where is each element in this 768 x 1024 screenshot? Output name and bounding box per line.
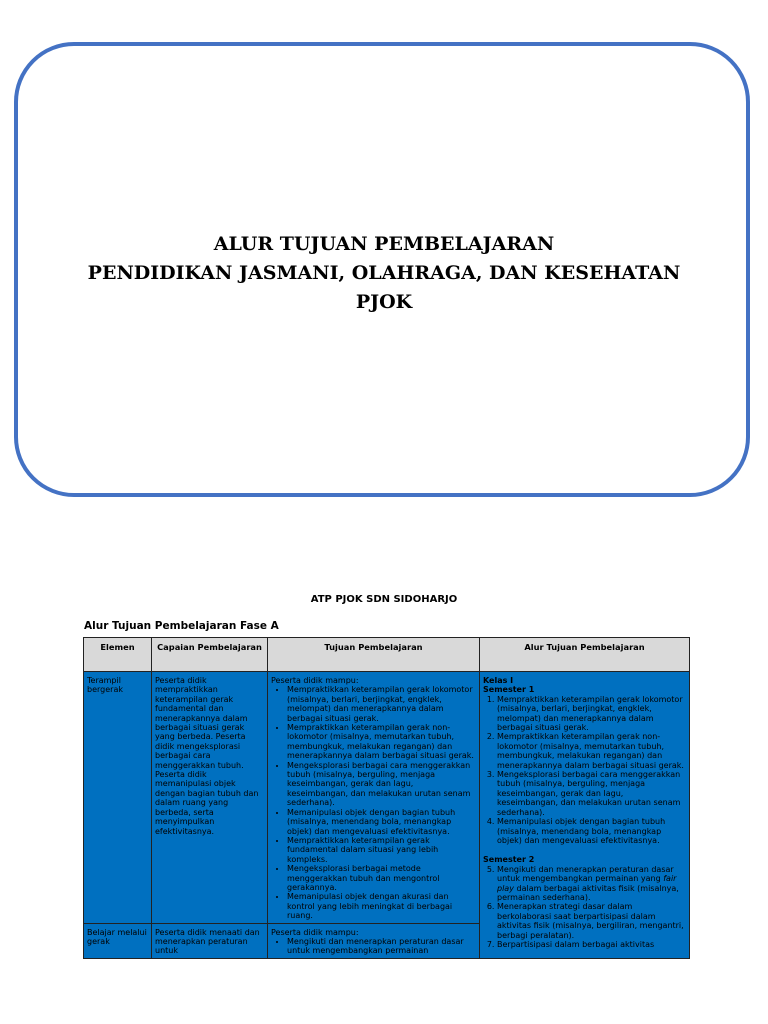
- cover-title-line-1: ALUR TUJUAN PEMBELAJARAN: [213, 233, 555, 255]
- tujuan-intro: Peserta didik mampu:: [271, 927, 359, 937]
- list-item: • Memanipulasi objek dengan akurasi dan kontrol yang lebih meningkat di berbagai ruang.: [287, 892, 476, 920]
- list-item: 3. Mengeksplorasi berbagai cara menggerakkan tubuh (misalnya, berguling, menjaga keseimbangan, gerak dan lagu, keseimbangan, dan melakukan urutan senam sederhana).: [497, 770, 686, 817]
- list-item: • Mempraktikkan keterampilan gerak fundamental dalam situasi yang lebih kompleks.: [287, 836, 476, 864]
- cell-capaian: Peserta didik menaati dan menerapkan peraturan untuk: [152, 923, 268, 958]
- cell-alur: [480, 672, 690, 959]
- list-item: 4. Memanipulasi objek dengan bagian tubuh (misalnya, menendang bola, menangkap objek) dan mengevaluasi efektivitasnya.: [497, 817, 686, 845]
- list-item: • Memanipulasi objek dengan bagian tubuh (misalnya, menendang bola, menangkap objek) dan mengevaluasi efektivitasnya.: [287, 808, 476, 836]
- list-item: [497, 865, 686, 903]
- list-item: 2. Mempraktikkan keterampilan gerak non-lokomotor (misalnya, memutarkan tubuh, membungkuk, melakukan regangan) dan menerapkannya dalam berbagai situasi gerak.: [497, 732, 686, 770]
- fase-title: Alur Tujuan Pembelajaran Fase A: [84, 620, 279, 632]
- alur-list-sem2: [483, 865, 686, 950]
- cell-elemen: Terampil bergerak: [84, 672, 152, 924]
- alur-item-5-pre: Mengikuti dan menerapkan peraturan dasar untuk mengembangkan permainan yang: [497, 864, 674, 884]
- school-title: ATP PJOK SDN SIDOHARJO: [310, 594, 458, 605]
- list-item: 6. Menerapkan strategi dasar dalam berkolaborasi saat berpartisipasi dalam aktivitas fisik (misalnya, bergiliran, mengantri, berbagi peralatan).: [497, 902, 686, 940]
- list-item: • Mempraktikkan keterampilan gerak lokomotor (misalnya, berlari, berjingkat, engklek, melompat) dan menerapkannya dalam berbagai situasi gerak.: [287, 685, 476, 723]
- tujuan-list: [271, 685, 476, 920]
- alur-item-5-post: dalam berbagai aktivitas fisik (misalnya, permainan sederhana).: [497, 883, 679, 902]
- list-item: • Mengikuti dan menerapkan peraturan dasar untuk mengembangkan permainan: [287, 937, 476, 956]
- alur-item-5-em: fair play: [497, 874, 677, 893]
- header-elemen: Elemen: [84, 638, 152, 672]
- header-capaian: Capaian Pembelajaran: [152, 638, 268, 672]
- alur-list-sem1: [483, 695, 686, 846]
- semester-2-label: Semester 2: [483, 855, 535, 865]
- list-item: 1. Mempraktikkan keterampilan gerak lokomotor (misalnya, berlari, berjingkat, engklek, melompat) dan menerapkannya dalam berbagai situasi gerak.: [497, 695, 686, 733]
- kelas-label: Kelas I: [483, 676, 514, 685]
- cell-tujuan: [268, 672, 480, 924]
- list-item: 7. Berpartisipasi dalam berbagai aktivitas: [497, 940, 686, 949]
- semester-1-label: Semester 1: [483, 685, 535, 695]
- table-row: [84, 672, 690, 924]
- list-item: • Mengeksplorasi berbagai metode menggerakkan tubuh dan mengontrol gerakannya.: [287, 864, 476, 892]
- tujuan-list: [271, 937, 476, 956]
- cell-elemen: Belajar melalui gerak: [84, 923, 152, 958]
- cover-title-line-2: PENDIDIKAN JASMANI, OLAHRAGA, DAN KESEHATAN: [87, 262, 681, 284]
- cell-tujuan: [268, 923, 480, 958]
- cell-capaian: Peserta didik mempraktikkan keterampilan gerak fundamental dan menerapkannya dalam berbagai situasi gerak yang berbeda. Peserta didik mengeksplorasi berbagai cara menggerakkan tubuh. Peserta didik memanipulasi objek dengan bagian tubuh dan dalam ruang yang berbeda, serta menyimpulkan efektivitasnya.: [152, 672, 268, 924]
- list-item: • Mengeksplorasi berbagai cara menggerakkan tubuh (misalnya, berguling, menjaga keseimbangan, gerak dan lagu, keseimbangan, dan melakukan urutan senam sederhana).: [287, 761, 476, 808]
- table-header-row: [84, 638, 690, 672]
- atp-table: [83, 637, 690, 959]
- header-tujuan: Tujuan Pembelajaran: [268, 638, 480, 672]
- cover-title-line-3: PJOK: [355, 291, 413, 313]
- header-alur: Alur Tujuan Pembelajaran: [480, 638, 690, 672]
- list-item: • Mempraktikkan keterampilan gerak non-lokomotor (misalnya, memutarkan tubuh, membungkuk, melakukan regangan) dan menerapkannya dalam berbagai situasi gerak.: [287, 723, 476, 761]
- cover-title: [14, 230, 754, 317]
- tujuan-intro: Peserta didik mampu:: [271, 676, 359, 685]
